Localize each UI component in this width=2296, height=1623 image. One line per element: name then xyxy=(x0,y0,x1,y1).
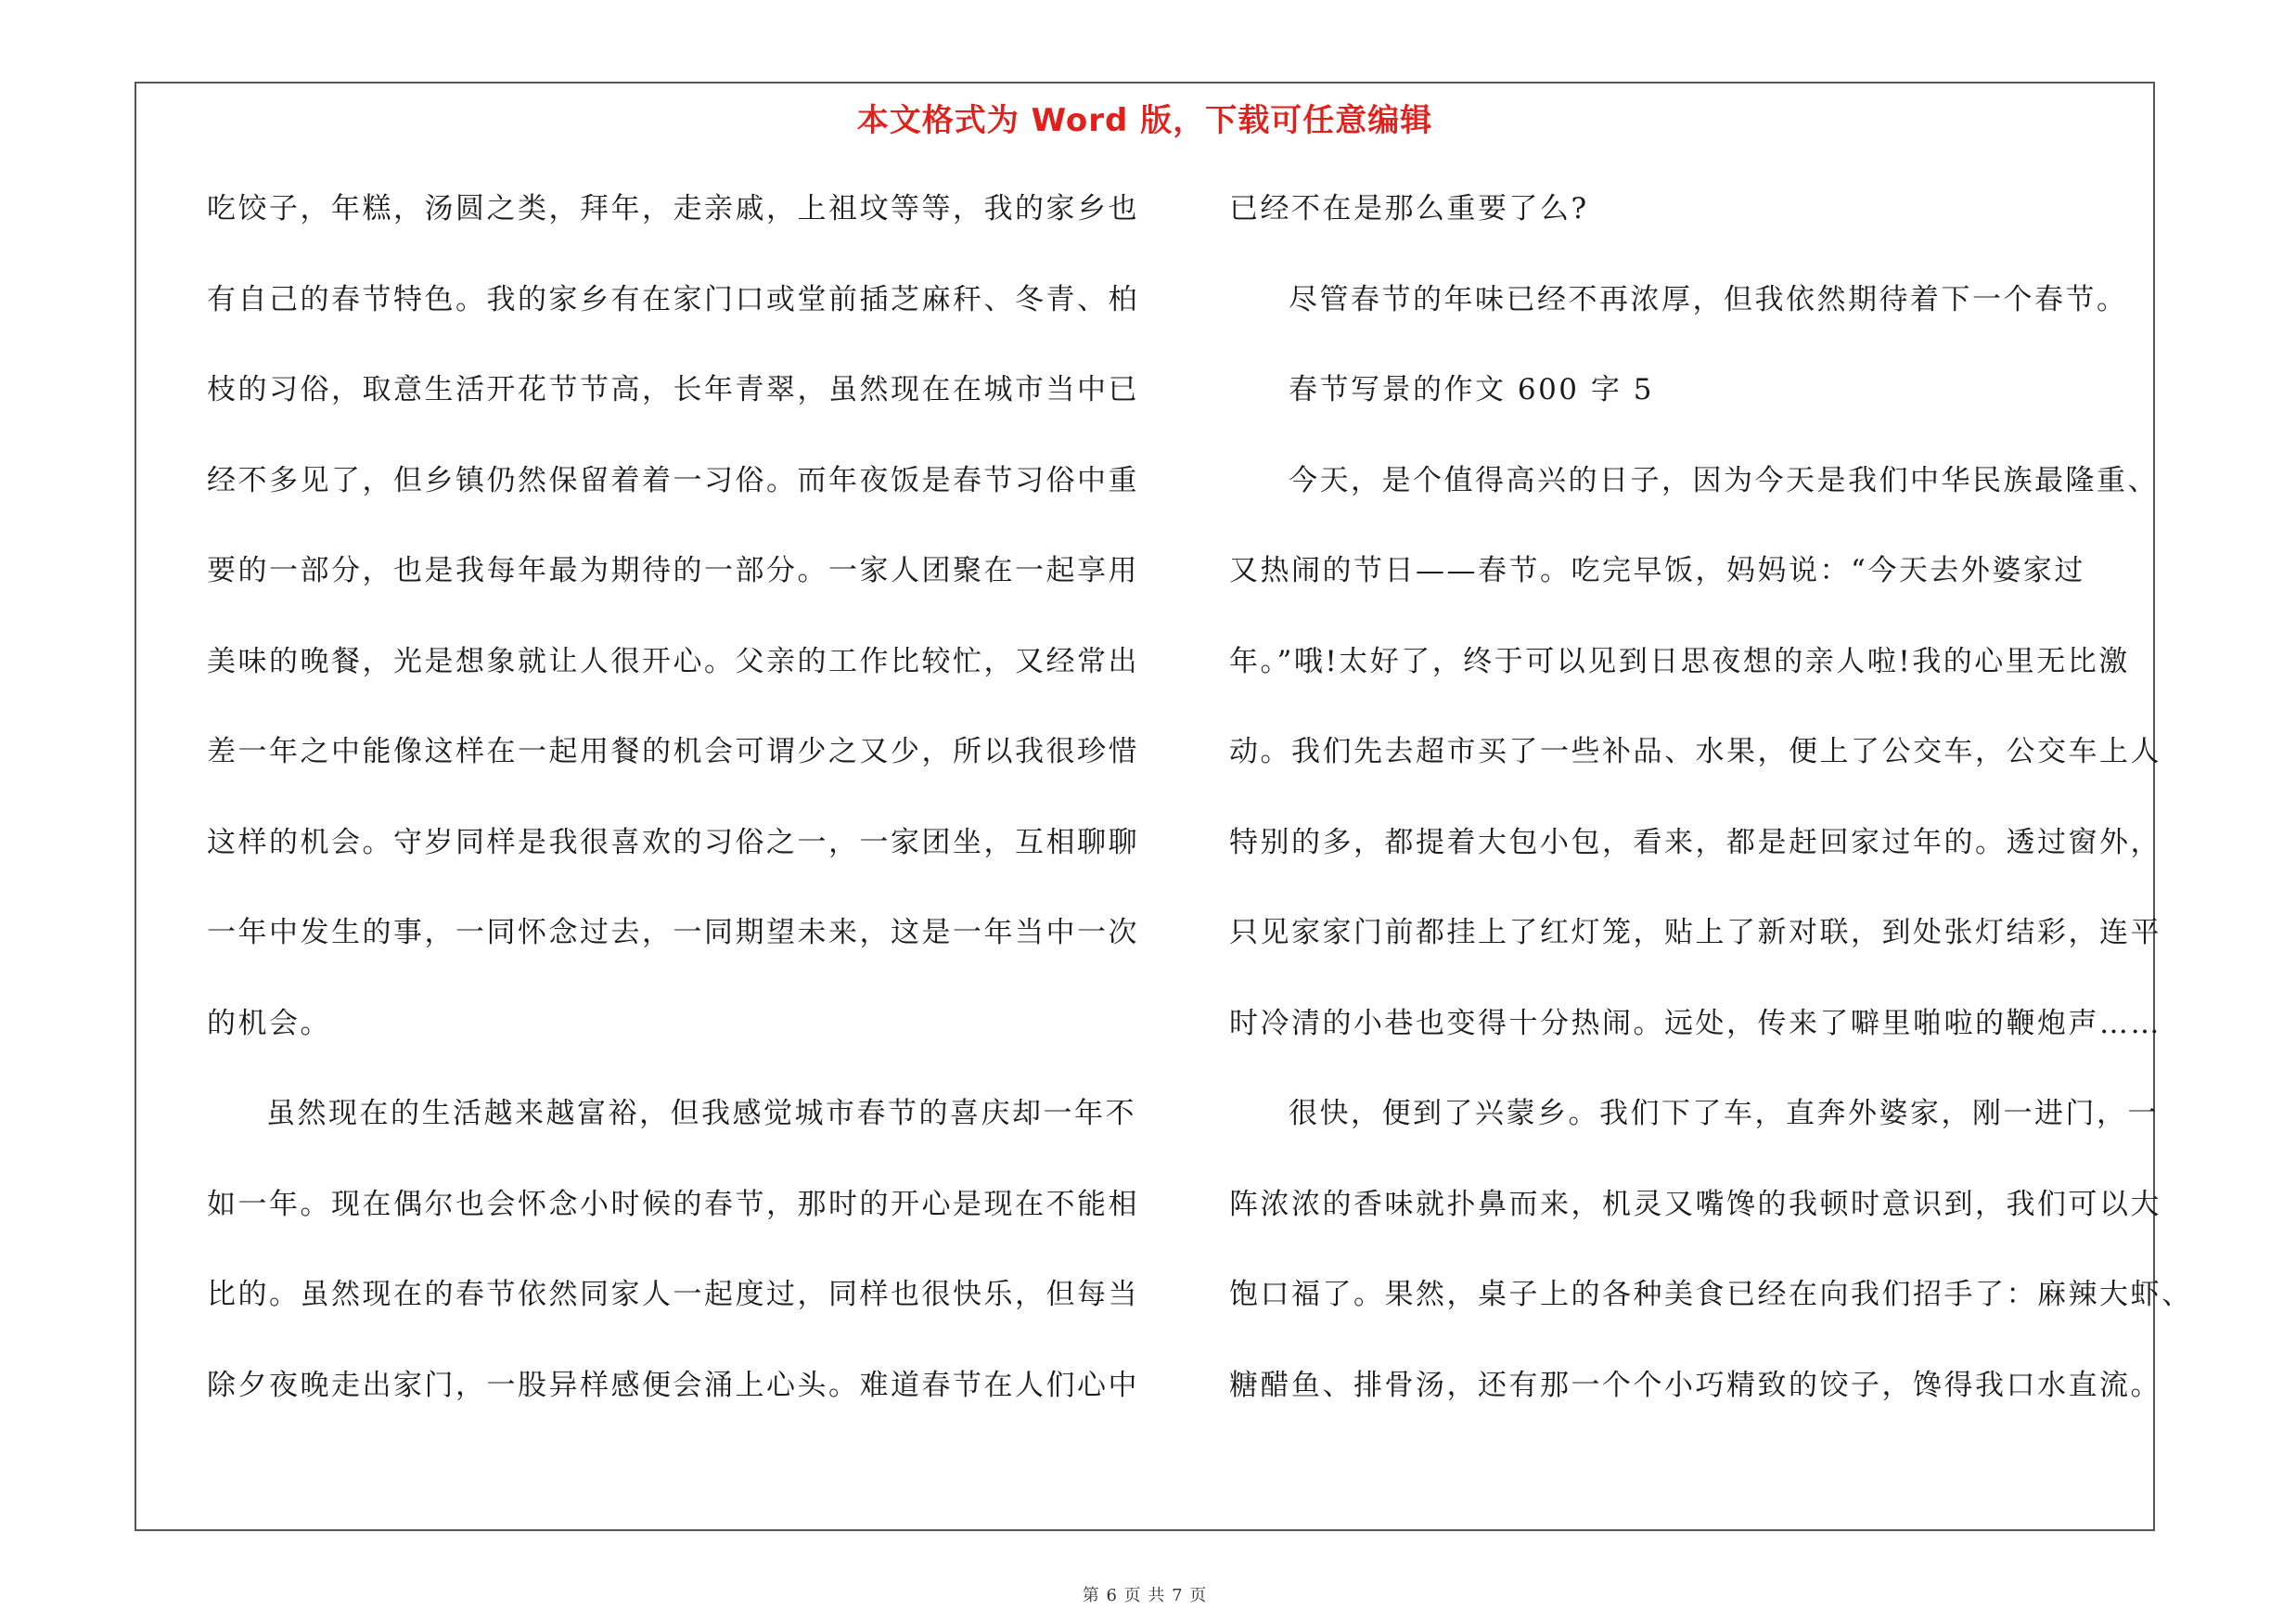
text-line: 有自己的春节特色。我的家乡有在家门口或堂前插芝麻秆、冬青、柏 xyxy=(207,282,1139,316)
text-line: 年。”哦!太好了，终于可以见到日思夜想的亲人啦!我的心里无比激 xyxy=(1229,644,2130,678)
text-line: 糖醋鱼、排骨汤，还有那一个个小巧精致的饺子，馋得我口水直流。 xyxy=(1229,1368,2161,1402)
text-line: 一年中发生的事，一同怀念过去，一同期望未来，这是一年当中一次 xyxy=(207,916,1139,949)
text-line: 虽然现在的生活越来越富裕，但我感觉城市春节的喜庆却一年不 xyxy=(266,1097,1136,1130)
text-line: 又热闹的节日——春节。吃完早饭，妈妈说：“今天去外婆家过 xyxy=(1229,554,2085,587)
text-line: 动。我们先去超市买了一些补品、水果，便上了公交车，公交车上人 xyxy=(1229,735,2161,768)
header-banner: 本文格式为 Word 版，下载可任意编辑 xyxy=(856,102,1433,139)
text-line: 今天，是个值得高兴的日子，因为今天是我们中华民族最隆重、 xyxy=(1289,463,2159,497)
text-line: 阵浓浓的香味就扑鼻而来，机灵又嘴馋的我顿时意识到，我们可以大 xyxy=(1229,1187,2161,1221)
text-line: 春节写景的作文 600 字 5 xyxy=(1289,373,1654,406)
text-line: 很快，便到了兴蒙乡。我们下了车，直奔外婆家，刚一进门，一 xyxy=(1289,1097,2159,1130)
text-line: 差一年之中能像这样在一起用餐的机会可谓少之又少，所以我很珍惜 xyxy=(207,735,1139,768)
text-line: 如一年。现在偶尔也会怀念小时候的春节，那时的开心是现在不能相 xyxy=(207,1187,1139,1221)
text-line: 尽管春节的年味已经不再浓厚，但我依然期待着下一个春节。 xyxy=(1289,282,2128,316)
text-line: 吃饺子，年糕，汤圆之类，拜年，走亲戚，上祖坟等等，我的家乡也 xyxy=(207,192,1139,225)
text-line: 这样的机会。守岁同样是我很喜欢的习俗之一，一家团坐，互相聊聊 xyxy=(207,825,1139,859)
text-line: 已经不在是那么重要了么? xyxy=(1229,192,1589,225)
text-line: 枝的习俗，取意生活开花节节高，长年青翠，虽然现在在城市当中已 xyxy=(207,373,1139,406)
text-line: 美味的晚餐，光是想象就让人很开心。父亲的工作比较忙，又经常出 xyxy=(207,644,1139,678)
left-text-column xyxy=(207,176,1139,1443)
page-number: 第 6 页 共 7 页 xyxy=(1082,1586,1208,1605)
text-line: 只见家家门前都挂上了红灯笼，贴上了新对联，到处张灯结彩，连平 xyxy=(1229,916,2161,949)
text-line: 的机会。 xyxy=(207,1006,331,1040)
text-line: 要的一部分，也是我每年最为期待的一部分。一家人团聚在一起享用 xyxy=(207,554,1139,587)
text-line: 经不多见了，但乡镇仍然保留着着一习俗。而年夜饭是春节习俗中重 xyxy=(207,463,1139,497)
text-line: 饱口福了。果然，桌子上的各种美食已经在向我们招手了：麻辣大虾、 xyxy=(1229,1278,2193,1311)
text-line: 时冷清的小巷也变得十分热闹。远处，传来了噼里啪啦的鞭炮声…… xyxy=(1229,1006,2161,1040)
text-line: 特别的多，都提着大包小包，看来，都是赶回家过年的。透过窗外， xyxy=(1229,825,2161,859)
right-text-column xyxy=(1229,176,2193,1443)
text-line: 除夕夜晚走出家门，一股异样感便会涌上心头。难道春节在人们心中 xyxy=(207,1368,1139,1402)
text-line: 比的。虽然现在的春节依然同家人一起度过，同样也很快乐，但每当 xyxy=(207,1278,1139,1311)
